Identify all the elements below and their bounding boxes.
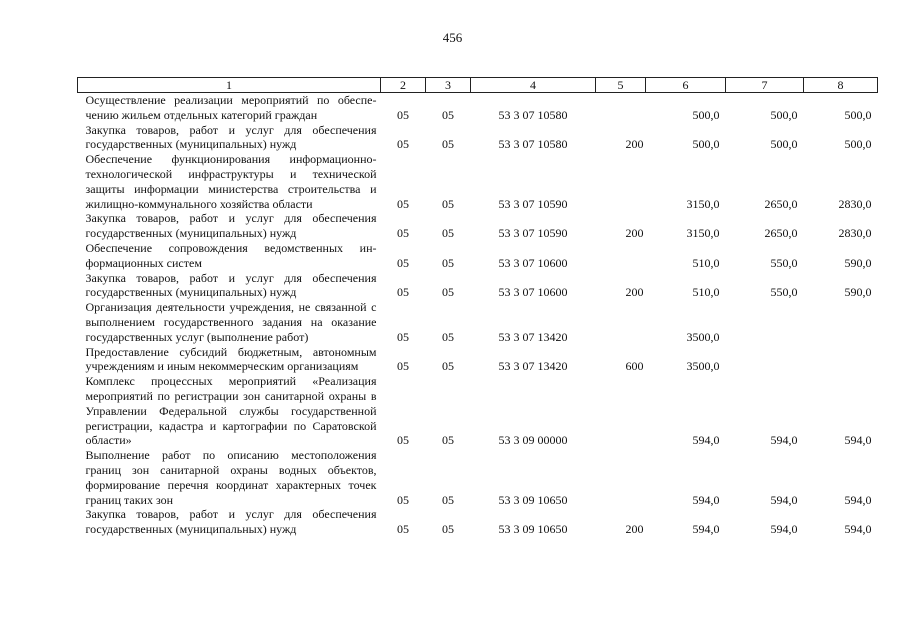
row-section: 05: [397, 226, 409, 241]
row-expense-type: [596, 152, 646, 211]
header-col-4: 4: [471, 78, 596, 93]
header-col-8: 8: [804, 78, 878, 93]
row-subsection: 05: [442, 226, 454, 241]
row-amount-col8: 594,0: [844, 522, 872, 537]
row-subsection: 05: [442, 196, 454, 211]
row-amount-col7: 594,0: [770, 522, 798, 537]
table-row: [78, 211, 878, 241]
row-amount-col8: [804, 345, 878, 375]
row-name: Комплекс процессных мероприятий «Реализация мероприятий по регистрации зон санитарной охраны в Управлении Федеральной службы государственной регистрации, кадастра и картографии по Саратовской области»: [85, 374, 377, 448]
row-section: 05: [397, 107, 409, 122]
row-amount-col6: 510,0: [692, 285, 720, 300]
row-section: 05: [397, 522, 409, 537]
header-col-3: 3: [426, 78, 471, 93]
row-amount-col8: 2830,0: [838, 226, 872, 241]
table-row: [78, 448, 878, 507]
row-target-article: 53 3 07 13420: [498, 359, 568, 374]
row-target-article: 53 3 07 10580: [498, 107, 568, 122]
row-expense-type: [596, 241, 646, 271]
row-subsection: 05: [442, 285, 454, 300]
row-amount-col7: 594,0: [770, 492, 798, 507]
row-amount-col7: 2650,0: [764, 226, 798, 241]
row-name: Организация деятельности учреждения, не связанной с выполнением государственного задания на оказание государственных услуг (выполнение работ): [85, 300, 377, 344]
row-expense-type: [596, 374, 646, 448]
row-expense-type: 200: [625, 285, 644, 300]
table-row: [78, 345, 878, 375]
row-section: 05: [397, 359, 409, 374]
table-row: [78, 300, 878, 344]
table-header: [78, 78, 878, 93]
row-target-article: 53 3 07 10600: [498, 285, 568, 300]
row-target-article: 53 3 09 00000: [498, 433, 568, 448]
row-amount-col6: 3150,0: [686, 226, 720, 241]
page-number: 456: [442, 30, 463, 45]
row-amount-col8: 500,0: [844, 107, 872, 122]
row-subsection: 05: [442, 433, 454, 448]
row-amount-col7: 594,0: [770, 433, 798, 448]
row-amount-col8: 500,0: [844, 137, 872, 152]
row-subsection: 05: [442, 492, 454, 507]
row-target-article: 53 3 07 10580: [498, 137, 568, 152]
row-amount-col7: 550,0: [770, 285, 798, 300]
row-amount-col6: 500,0: [692, 107, 720, 122]
row-name: Обеспечение функционирования информационно-технологической инфраструктуры и технической защиты информации министерства строительства и жилищно-коммунального хозяйства области: [85, 152, 377, 211]
row-subsection: 05: [442, 522, 454, 537]
row-amount-col7: [726, 300, 804, 344]
row-name: Закупка товаров, работ и услуг для обеспечения государственных (муниципальных) нужд: [85, 507, 377, 537]
row-name: Предоставление субсидий бюджетным, автономным учреждениям и иным некоммерческим организациям: [85, 344, 377, 374]
row-name: Закупка товаров, работ и услуг для обеспечения государственных (муниципальных) нужд: [85, 122, 377, 152]
row-amount-col6: 594,0: [692, 522, 720, 537]
header-col-7: 7: [726, 78, 804, 93]
row-expense-type: 200: [625, 522, 644, 537]
row-amount-col6: 3150,0: [686, 196, 720, 211]
row-amount-col8: 590,0: [844, 255, 872, 270]
row-section: 05: [397, 329, 409, 344]
row-expense-type: 200: [625, 226, 644, 241]
header-col-5: 5: [596, 78, 646, 93]
row-amount-col6: 500,0: [692, 137, 720, 152]
row-section: 05: [397, 196, 409, 211]
row-expense-type: [596, 448, 646, 507]
row-name: Закупка товаров, работ и услуг для обеспечения государственных (муниципальных) нужд: [85, 270, 377, 300]
budget-table: [77, 77, 878, 537]
row-subsection: 05: [442, 329, 454, 344]
header-col-2: 2: [381, 78, 426, 93]
row-amount-col8: 2830,0: [838, 196, 872, 211]
row-section: 05: [397, 255, 409, 270]
row-section: 05: [397, 433, 409, 448]
header-col-1: 1: [78, 78, 381, 93]
header-row: [78, 78, 878, 93]
row-amount-col6: 3500,0: [686, 329, 720, 344]
row-section: 05: [397, 137, 409, 152]
row-amount-col6: 594,0: [692, 492, 720, 507]
row-target-article: 53 3 07 13420: [498, 329, 568, 344]
row-amount-col7: 500,0: [770, 137, 798, 152]
row-amount-col7: 500,0: [770, 107, 798, 122]
row-target-article: 53 3 09 10650: [498, 522, 568, 537]
table-row: [78, 152, 878, 211]
row-amount-col8: 594,0: [844, 433, 872, 448]
row-subsection: 05: [442, 137, 454, 152]
row-expense-type: [596, 300, 646, 344]
row-amount-col6: 594,0: [692, 433, 720, 448]
row-name: Закупка товаров, работ и услуг для обеспечения государственных (муниципальных) нужд: [85, 211, 377, 241]
row-subsection: 05: [442, 359, 454, 374]
row-amount-col6: 3500,0: [686, 359, 720, 374]
table-row: [78, 93, 878, 123]
table-row: [78, 507, 878, 537]
row-subsection: 05: [442, 107, 454, 122]
row-name: Выполнение работ по описанию местоположения границ зон санитарной охраны водных объектов, формирование перечня координат характерных точек границ таких зон: [85, 448, 377, 507]
row-amount-col8: 590,0: [844, 285, 872, 300]
row-amount-col7: 2650,0: [764, 196, 798, 211]
row-section: 05: [397, 285, 409, 300]
row-expense-type: [596, 93, 646, 123]
row-name: Осуществление реализации мероприятий по обеспечению жильем отдельных категорий граждан: [85, 93, 377, 122]
row-name: Обеспечение сопровождения ведомственных информационных систем: [85, 240, 377, 270]
table-row: [78, 271, 878, 301]
row-target-article: 53 3 07 10590: [498, 226, 568, 241]
header-col-6: 6: [646, 78, 726, 93]
row-expense-type: 600: [625, 359, 644, 374]
table-row: [78, 241, 878, 271]
table-row: [78, 374, 878, 448]
row-amount-col7: 550,0: [770, 255, 798, 270]
row-expense-type: 200: [625, 137, 644, 152]
row-amount-col6: 510,0: [692, 255, 720, 270]
table-row: [78, 123, 878, 153]
table-body: [78, 93, 878, 537]
row-amount-col7: [726, 345, 804, 375]
row-section: 05: [397, 492, 409, 507]
row-subsection: 05: [442, 255, 454, 270]
row-target-article: 53 3 07 10600: [498, 255, 568, 270]
row-amount-col8: [804, 300, 878, 344]
row-target-article: 53 3 09 10650: [498, 492, 568, 507]
row-target-article: 53 3 07 10590: [498, 196, 568, 211]
row-amount-col8: 594,0: [844, 492, 872, 507]
